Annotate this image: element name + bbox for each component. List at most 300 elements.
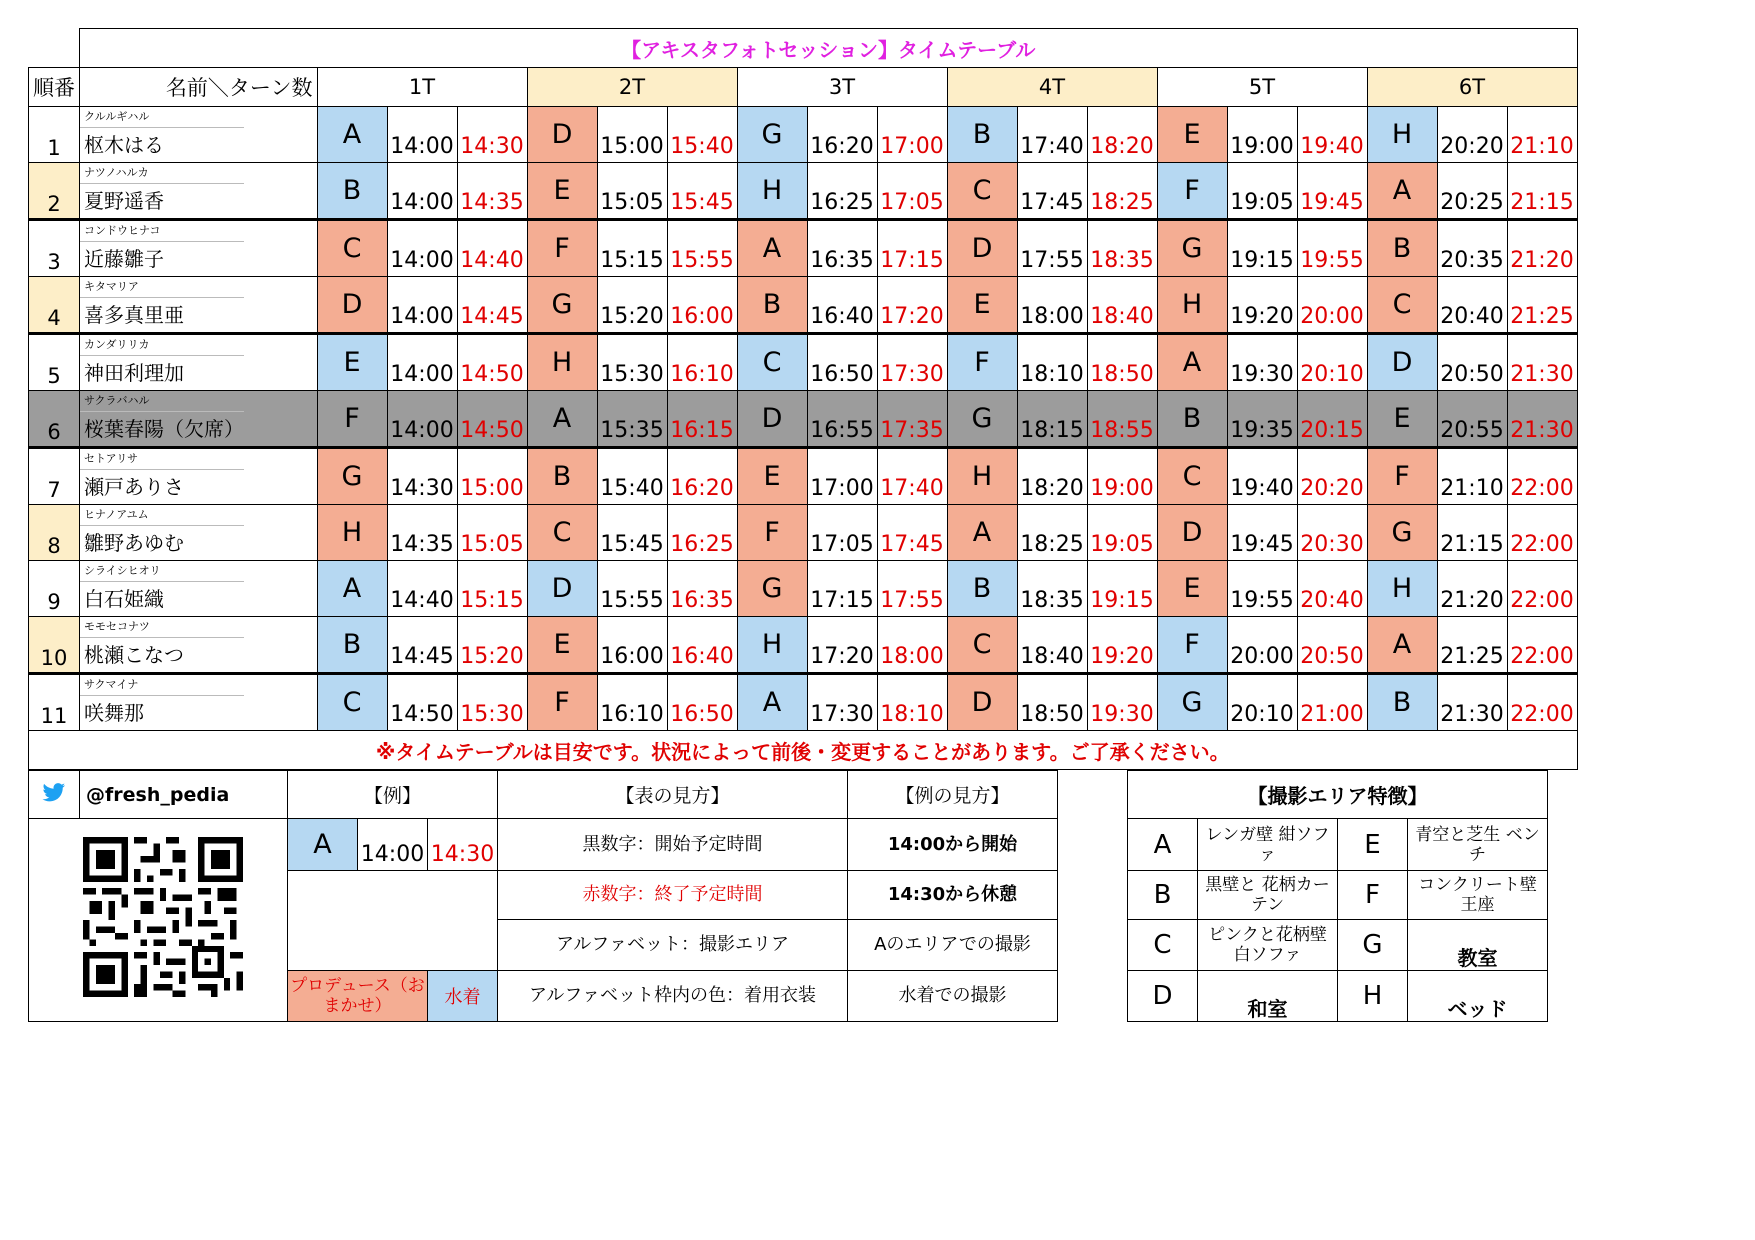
slot-area: C — [1367, 277, 1437, 334]
feature-letter-e: E — [1338, 819, 1408, 871]
slot-start-time: 19:05 — [1227, 163, 1297, 220]
slot-area: H — [737, 617, 807, 674]
slot-area: C — [1157, 448, 1227, 505]
slot-area: A — [527, 391, 597, 448]
slot-start-time: 15:55 — [597, 561, 667, 617]
slot-start-time: 19:15 — [1227, 220, 1297, 277]
performer-name: 桃瀬こなつ — [84, 643, 184, 667]
slot-area: A — [317, 107, 387, 163]
slot-area: G — [527, 277, 597, 334]
slot-start-time: 14:50 — [387, 674, 457, 731]
guide-example-2: 14:30から休憩 — [848, 871, 1058, 920]
example-start: 14:00 — [358, 819, 428, 871]
slot-start-time: 18:50 — [1017, 674, 1087, 731]
guide-label-3: アルファベット：撮影エリア — [498, 920, 848, 971]
slot-start-time: 14:00 — [387, 334, 457, 391]
table-row — [29, 277, 1578, 334]
slot-end-time: 20:50 — [1297, 617, 1367, 674]
slot-end-time: 14:50 — [457, 334, 527, 391]
slot-end-time: 15:40 — [667, 107, 737, 163]
feature-letter-h: H — [1338, 971, 1408, 1022]
slot-end-time: 19:30 — [1087, 674, 1157, 731]
slot-start-time: 15:05 — [597, 163, 667, 220]
slot-area: B — [1157, 391, 1227, 448]
performer-cell — [80, 674, 245, 731]
slot-start-time: 18:15 — [1017, 391, 1087, 448]
slot-end-time: 16:40 — [667, 617, 737, 674]
table-row — [29, 107, 1578, 163]
slot-start-time: 20:40 — [1437, 277, 1507, 334]
slot-start-time: 21:25 — [1437, 617, 1507, 674]
guide-example-1: 14:00から開始 — [848, 819, 1058, 871]
slot-end-time: 17:05 — [877, 163, 947, 220]
slot-start-time: 18:25 — [1017, 505, 1087, 561]
turn-header-4: 4T — [947, 68, 1157, 107]
slot-start-time: 16:25 — [807, 163, 877, 220]
notice-text: ※タイムテーブルは目安です。状況によって前後・変更することがあります。ご了承ください。 — [29, 731, 1578, 770]
slot-area: D — [527, 561, 597, 617]
row-number: 11 — [29, 674, 80, 731]
slot-end-time: 20:20 — [1297, 448, 1367, 505]
table-row — [29, 448, 1578, 505]
slot-end-time: 17:45 — [877, 505, 947, 561]
performer-kana: カンダリリカ — [80, 335, 244, 356]
slot-area: E — [527, 163, 597, 220]
slot-area: A — [317, 561, 387, 617]
row-number: 9 — [29, 561, 80, 617]
slot-area: C — [947, 617, 1017, 674]
feature-letter-f: F — [1338, 871, 1408, 920]
slot-area: F — [527, 220, 597, 277]
row-number: 10 — [29, 617, 80, 674]
table-row — [29, 617, 1578, 674]
slot-end-time: 18:00 — [877, 617, 947, 674]
performer-name: 神田利理加 — [84, 361, 184, 385]
performer-name: 枢木はる — [84, 133, 164, 157]
performer-cell — [80, 505, 245, 561]
row-number: 6 — [29, 391, 80, 448]
turn-header-2: 2T — [527, 68, 737, 107]
performer-kana: モモセコナツ — [80, 617, 244, 638]
slot-area: C — [317, 674, 387, 731]
performer-name: 白石姫織 — [84, 587, 164, 611]
features-header: 【撮影エリア特徴】 — [1128, 771, 1548, 819]
slot-area: G — [317, 448, 387, 505]
slot-start-time: 17:05 — [807, 505, 877, 561]
slot-area: C — [317, 220, 387, 277]
slot-end-time: 16:20 — [667, 448, 737, 505]
slot-start-time: 16:20 — [807, 107, 877, 163]
name-padding — [244, 220, 317, 277]
slot-start-time: 19:30 — [1227, 334, 1297, 391]
name-padding — [244, 561, 317, 617]
slot-area: B — [947, 107, 1017, 163]
slot-start-time: 14:40 — [387, 561, 457, 617]
performer-cell — [80, 163, 245, 220]
slot-start-time: 17:45 — [1017, 163, 1087, 220]
slot-end-time: 18:20 — [1087, 107, 1157, 163]
slot-end-time: 21:20 — [1507, 220, 1577, 277]
slot-start-time: 20:25 — [1437, 163, 1507, 220]
slot-area: E — [1157, 107, 1227, 163]
slot-start-time: 21:30 — [1437, 674, 1507, 731]
performer-cell — [80, 561, 245, 617]
slot-start-time: 17:40 — [1017, 107, 1087, 163]
name-padding — [244, 448, 317, 505]
performer-kana: キタマリア — [80, 277, 244, 298]
slot-area: H — [1367, 561, 1437, 617]
performer-cell — [80, 391, 245, 448]
slot-start-time: 17:00 — [807, 448, 877, 505]
name-padding — [244, 107, 317, 163]
example-header: 【例】 — [288, 771, 498, 819]
slot-start-time: 20:20 — [1437, 107, 1507, 163]
slot-end-time: 22:00 — [1507, 674, 1577, 731]
slot-area: B — [1367, 220, 1437, 277]
slot-area: H — [1157, 277, 1227, 334]
slot-area: F — [737, 505, 807, 561]
slot-start-time: 18:00 — [1017, 277, 1087, 334]
example-guide-header: 【例の見方】 — [848, 771, 1058, 819]
slot-end-time: 21:30 — [1507, 391, 1577, 448]
slot-start-time: 16:00 — [597, 617, 667, 674]
slot-end-time: 17:00 — [877, 107, 947, 163]
example-blank — [288, 871, 498, 971]
slot-end-time: 17:30 — [877, 334, 947, 391]
row-number: 3 — [29, 220, 80, 277]
slot-start-time: 19:00 — [1227, 107, 1297, 163]
name-padding — [244, 674, 317, 731]
slot-area: F — [317, 391, 387, 448]
slot-start-time: 16:55 — [807, 391, 877, 448]
guide-label-4: アルファベット枠内の色：着用衣装 — [498, 971, 848, 1022]
slot-end-time: 19:05 — [1087, 505, 1157, 561]
guide-label-1: 黒数字：開始予定時間 — [498, 819, 848, 871]
slot-end-time: 14:45 — [457, 277, 527, 334]
twitter-bird-icon — [29, 771, 80, 819]
slot-end-time: 15:20 — [457, 617, 527, 674]
slot-start-time: 14:00 — [387, 277, 457, 334]
slot-start-time: 17:15 — [807, 561, 877, 617]
performer-name: 咲舞那 — [84, 701, 144, 725]
slot-start-time: 14:00 — [387, 391, 457, 448]
performer-kana: クルルギハル — [80, 107, 244, 128]
slot-start-time: 19:45 — [1227, 505, 1297, 561]
performer-name: 夏野遥香 — [84, 189, 164, 213]
slot-area: G — [737, 561, 807, 617]
slot-start-time: 14:45 — [387, 617, 457, 674]
slot-area: D — [1367, 334, 1437, 391]
slot-area: G — [1367, 505, 1437, 561]
slot-start-time: 20:50 — [1437, 334, 1507, 391]
slot-end-time: 15:55 — [667, 220, 737, 277]
performer-name: 瀬戸ありさ — [84, 475, 184, 499]
slot-area: E — [527, 617, 597, 674]
feature-letter-a: A — [1128, 819, 1198, 871]
slot-end-time: 18:35 — [1087, 220, 1157, 277]
turn-header-5: 5T — [1157, 68, 1367, 107]
slot-start-time: 15:00 — [597, 107, 667, 163]
name-turns-header: 名前＼ターン数 — [80, 68, 318, 107]
slot-end-time: 19:00 — [1087, 448, 1157, 505]
performer-cell — [80, 107, 245, 163]
slot-start-time: 14:00 — [387, 163, 457, 220]
slot-end-time: 16:50 — [667, 674, 737, 731]
example-end: 14:30 — [428, 819, 498, 871]
performer-cell — [80, 277, 245, 334]
performer-cell — [80, 617, 245, 674]
slot-area: F — [527, 674, 597, 731]
performer-kana: ヒナノアユム — [80, 505, 244, 526]
feature-desc-g: 教室 — [1408, 920, 1548, 971]
slot-end-time: 21:10 — [1507, 107, 1577, 163]
table-row — [29, 163, 1578, 220]
qr-code — [29, 819, 288, 1022]
slot-start-time: 16:10 — [597, 674, 667, 731]
performer-kana: コンドウヒナコ — [80, 221, 244, 242]
slot-area: E — [1157, 561, 1227, 617]
slot-end-time: 16:00 — [667, 277, 737, 334]
slot-end-time: 22:00 — [1507, 505, 1577, 561]
slot-area: B — [737, 277, 807, 334]
slot-end-time: 20:15 — [1297, 391, 1367, 448]
slot-end-time: 20:30 — [1297, 505, 1367, 561]
table-row — [29, 561, 1578, 617]
slot-area: A — [1157, 334, 1227, 391]
name-padding — [244, 277, 317, 334]
slot-end-time: 17:35 — [877, 391, 947, 448]
slot-end-time: 15:30 — [457, 674, 527, 731]
slot-area: B — [527, 448, 597, 505]
slot-area: F — [1157, 163, 1227, 220]
slot-end-time: 19:55 — [1297, 220, 1367, 277]
slot-area: H — [527, 334, 597, 391]
slot-end-time: 17:55 — [877, 561, 947, 617]
slot-area: C — [737, 334, 807, 391]
slot-area: H — [947, 448, 1017, 505]
table-guide-header: 【表の見方】 — [498, 771, 848, 819]
slot-end-time: 14:40 — [457, 220, 527, 277]
slot-start-time: 19:20 — [1227, 277, 1297, 334]
row-number: 4 — [29, 277, 80, 334]
slot-start-time: 18:20 — [1017, 448, 1087, 505]
guide-example-3: Aのエリアでの撮影 — [848, 920, 1058, 971]
performer-cell — [80, 448, 245, 505]
slot-end-time: 20:00 — [1297, 277, 1367, 334]
slot-start-time: 17:55 — [1017, 220, 1087, 277]
performer-name: 雛野あゆむ — [84, 531, 184, 555]
slot-start-time: 15:45 — [597, 505, 667, 561]
slot-area: F — [947, 334, 1017, 391]
turn-header-6: 6T — [1367, 68, 1577, 107]
row-number: 1 — [29, 107, 80, 163]
slot-area: G — [1157, 674, 1227, 731]
slot-start-time: 14:30 — [387, 448, 457, 505]
slot-end-time: 20:10 — [1297, 334, 1367, 391]
slot-area: E — [737, 448, 807, 505]
performer-cell — [80, 220, 245, 277]
performer-name: 桜葉春陽（欠席） — [84, 417, 244, 441]
slot-area: D — [737, 391, 807, 448]
table-row — [29, 334, 1578, 391]
slot-end-time: 18:40 — [1087, 277, 1157, 334]
slot-end-time: 16:25 — [667, 505, 737, 561]
slot-area: B — [947, 561, 1017, 617]
performer-kana: ナツノハルカ — [80, 163, 244, 184]
slot-area: A — [1367, 617, 1437, 674]
slot-start-time: 15:40 — [597, 448, 667, 505]
performer-kana: サクラバハル — [80, 391, 244, 412]
slot-end-time: 21:00 — [1297, 674, 1367, 731]
slot-end-time: 19:20 — [1087, 617, 1157, 674]
slot-end-time: 14:35 — [457, 163, 527, 220]
slot-start-time: 19:35 — [1227, 391, 1297, 448]
performer-name: 近藤雛子 — [84, 247, 164, 271]
slot-start-time: 18:40 — [1017, 617, 1087, 674]
slot-end-time: 14:50 — [457, 391, 527, 448]
slot-start-time: 20:35 — [1437, 220, 1507, 277]
feature-desc-b: 黒壁と 花柄カーテン — [1198, 871, 1338, 920]
order-header: 順番 — [29, 68, 80, 107]
slot-area: A — [1367, 163, 1437, 220]
slot-end-time: 22:00 — [1507, 448, 1577, 505]
slot-end-time: 19:45 — [1297, 163, 1367, 220]
slot-area: C — [947, 163, 1017, 220]
slot-area: D — [947, 220, 1017, 277]
slot-start-time: 14:35 — [387, 505, 457, 561]
feature-desc-e: 青空と芝生 ベンチ — [1408, 819, 1548, 871]
slot-area: A — [737, 220, 807, 277]
slot-start-time: 19:40 — [1227, 448, 1297, 505]
slot-area: B — [317, 617, 387, 674]
feature-letter-d: D — [1128, 971, 1198, 1022]
slot-area: E — [317, 334, 387, 391]
slot-start-time: 15:15 — [597, 220, 667, 277]
slot-start-time: 21:10 — [1437, 448, 1507, 505]
slot-start-time: 15:20 — [597, 277, 667, 334]
slot-end-time: 18:50 — [1087, 334, 1157, 391]
performer-kana: シライシヒオリ — [80, 561, 244, 582]
slot-end-time: 18:25 — [1087, 163, 1157, 220]
slot-start-time: 15:30 — [597, 334, 667, 391]
feature-desc-a: レンガ壁 紺ソファ — [1198, 819, 1338, 871]
slot-start-time: 21:15 — [1437, 505, 1507, 561]
slot-end-time: 16:10 — [667, 334, 737, 391]
slot-start-time: 20:55 — [1437, 391, 1507, 448]
row-number: 8 — [29, 505, 80, 561]
slot-area: D — [317, 277, 387, 334]
feature-desc-h: ベッド — [1408, 971, 1548, 1022]
slot-end-time: 17:15 — [877, 220, 947, 277]
slot-start-time: 16:50 — [807, 334, 877, 391]
slot-end-time: 22:00 — [1507, 561, 1577, 617]
performer-cell — [80, 334, 245, 391]
slot-start-time: 17:30 — [807, 674, 877, 731]
table-row — [29, 391, 1578, 448]
timetable — [28, 28, 1578, 770]
row-number: 7 — [29, 448, 80, 505]
slot-end-time: 21:30 — [1507, 334, 1577, 391]
slot-area: D — [527, 107, 597, 163]
row-number: 2 — [29, 163, 80, 220]
turn-header-3: 3T — [737, 68, 947, 107]
slot-area: H — [317, 505, 387, 561]
slot-area: F — [1367, 448, 1437, 505]
slot-area: G — [947, 391, 1017, 448]
slot-area: E — [1367, 391, 1437, 448]
slot-start-time: 20:10 — [1227, 674, 1297, 731]
slot-start-time: 15:35 — [597, 391, 667, 448]
name-padding — [244, 391, 317, 448]
row-number: 5 — [29, 334, 80, 391]
slot-end-time: 21:15 — [1507, 163, 1577, 220]
slot-end-time: 19:40 — [1297, 107, 1367, 163]
feature-desc-c: ピンクと花柄壁 白ソファ — [1198, 920, 1338, 971]
table-row — [29, 505, 1578, 561]
turn-header-1: 1T — [317, 68, 527, 107]
slot-end-time: 18:10 — [877, 674, 947, 731]
slot-area: A — [737, 674, 807, 731]
produce-swatch: プロデュース（おまかせ） — [288, 971, 428, 1022]
name-padding — [244, 617, 317, 674]
slot-end-time: 20:40 — [1297, 561, 1367, 617]
slot-end-time: 15:00 — [457, 448, 527, 505]
slot-start-time: 18:35 — [1017, 561, 1087, 617]
twitter-handle[interactable]: @fresh_pedia — [80, 771, 288, 819]
slot-area: F — [1157, 617, 1227, 674]
slot-end-time: 19:15 — [1087, 561, 1157, 617]
slot-area: A — [947, 505, 1017, 561]
name-padding — [244, 334, 317, 391]
guide-example-4: 水着での撮影 — [848, 971, 1058, 1022]
name-padding — [244, 505, 317, 561]
performer-kana: セトアリサ — [80, 449, 244, 470]
slot-end-time: 14:30 — [457, 107, 527, 163]
slot-end-time: 15:05 — [457, 505, 527, 561]
feature-letter-c: C — [1128, 920, 1198, 971]
slot-start-time: 14:00 — [387, 220, 457, 277]
table-row — [29, 220, 1578, 277]
slot-start-time: 14:00 — [387, 107, 457, 163]
slot-area: B — [317, 163, 387, 220]
example-area: A — [288, 819, 358, 871]
slot-end-time: 17:20 — [877, 277, 947, 334]
feature-desc-d: 和室 — [1198, 971, 1338, 1022]
slot-start-time: 20:00 — [1227, 617, 1297, 674]
performer-name: 喜多真里亜 — [84, 303, 184, 327]
slot-end-time: 18:55 — [1087, 391, 1157, 448]
table-row — [29, 674, 1578, 731]
legend-table — [28, 770, 1548, 1022]
page-title: 【アキスタフォトセッション】タイムテーブル — [80, 29, 1578, 68]
slot-start-time: 19:55 — [1227, 561, 1297, 617]
slot-start-time: 18:10 — [1017, 334, 1087, 391]
name-padding — [244, 163, 317, 220]
slot-end-time: 21:25 — [1507, 277, 1577, 334]
slot-start-time: 16:40 — [807, 277, 877, 334]
slot-start-time: 21:20 — [1437, 561, 1507, 617]
slot-area: C — [527, 505, 597, 561]
slot-area: H — [737, 163, 807, 220]
feature-desc-f: コンクリート壁 王座 — [1408, 871, 1548, 920]
swimsuit-swatch: 水着 — [428, 971, 498, 1022]
guide-label-2: 赤数字：終了予定時間 — [498, 871, 848, 920]
feature-letter-g: G — [1338, 920, 1408, 971]
slot-area: G — [737, 107, 807, 163]
slot-start-time: 16:35 — [807, 220, 877, 277]
slot-end-time: 16:35 — [667, 561, 737, 617]
slot-area: H — [1367, 107, 1437, 163]
